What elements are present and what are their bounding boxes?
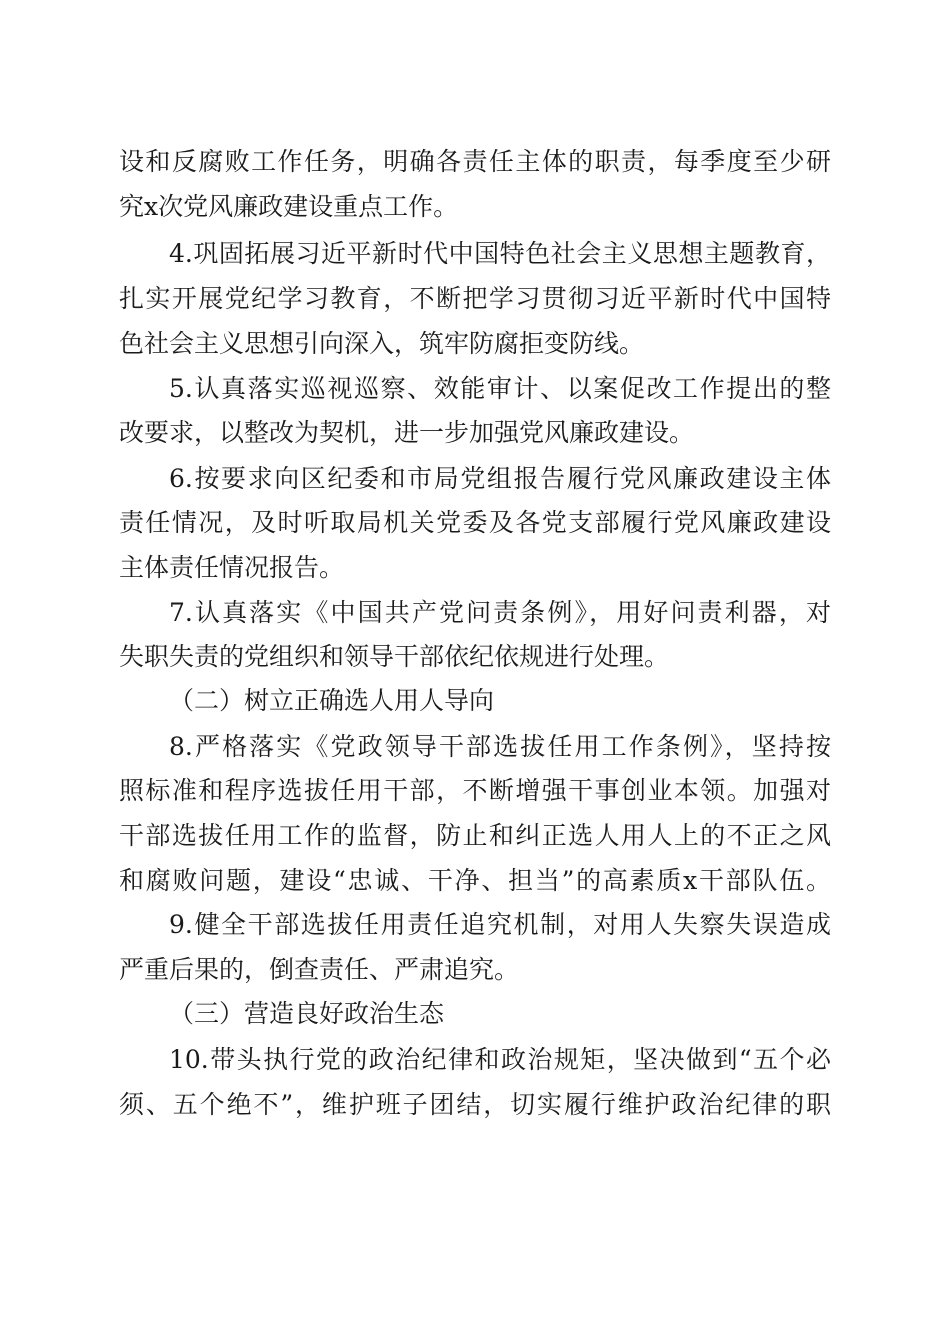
paragraph-line: 7.认真落实《中国共产党问责条例》，用好问责利器，对 bbox=[169, 598, 831, 627]
paragraph-line: 色社会主义思想引向深入，筑牢防腐拒变防线。 bbox=[119, 329, 645, 358]
paragraph-line: 9.健全干部选拔任用责任追究机制，对用人失察失误造成 bbox=[169, 910, 831, 939]
paragraph-line: 设和反腐败工作任务，明确各责任主体的职责，每季度至少研 bbox=[119, 147, 831, 176]
paragraph-line: 10.带头执行党的政治纪律和政治规矩，坚决做到“五个必 bbox=[169, 1045, 831, 1074]
paragraph-line: 扎实开展党纪学习教育，不断把学习贯彻习近平新时代中国特 bbox=[119, 284, 831, 313]
paragraph-line: 主体责任情况报告。 bbox=[119, 553, 345, 582]
paragraph-line: 失职失责的党组织和领导干部依纪依规进行处理。 bbox=[119, 642, 670, 671]
paragraph-line: 须、五个绝不”，维护班子团结，切实履行维护政治纪律的职 bbox=[119, 1090, 831, 1119]
paragraph-line: 干部选拔任用工作的监督，防止和纠正选人用人上的不正之风 bbox=[119, 821, 831, 850]
paragraph-line: 严重后果的，倒查责任、严肃追究。 bbox=[119, 955, 520, 984]
paragraph-line: 8.严格落实《党政领导干部选拔任用工作条例》，坚持按 bbox=[169, 732, 831, 761]
section-heading: （二）树立正确选人用人导向 bbox=[169, 686, 495, 715]
paragraph-line: 6.按要求向区纪委和市局党组报告履行党风廉政建设主体 bbox=[169, 464, 831, 493]
section-heading: （三）营造良好政治生态 bbox=[169, 999, 445, 1028]
paragraph-line: 4.巩固拓展习近平新时代中国特色社会主义思想主题教育， bbox=[169, 239, 831, 268]
paragraph-line: 责任情况，及时听取局机关党委及各党支部履行党风廉政建设 bbox=[119, 508, 831, 537]
paragraph-line: 照标准和程序选拔任用干部，不断增强干事创业本领。加强对 bbox=[119, 776, 831, 805]
paragraph-line: 和腐败问题，建设“忠诚、干净、担当”的高素质x干部队伍。 bbox=[119, 866, 831, 895]
paragraph-line: 5.认真落实巡视巡察、效能审计、以案促改工作提出的整 bbox=[169, 374, 831, 403]
paragraph-line: 改要求，以整改为契机，进一步加强党风廉政建设。 bbox=[119, 418, 695, 447]
paragraph-line: 究x次党风廉政建设重点工作。 bbox=[119, 192, 459, 221]
